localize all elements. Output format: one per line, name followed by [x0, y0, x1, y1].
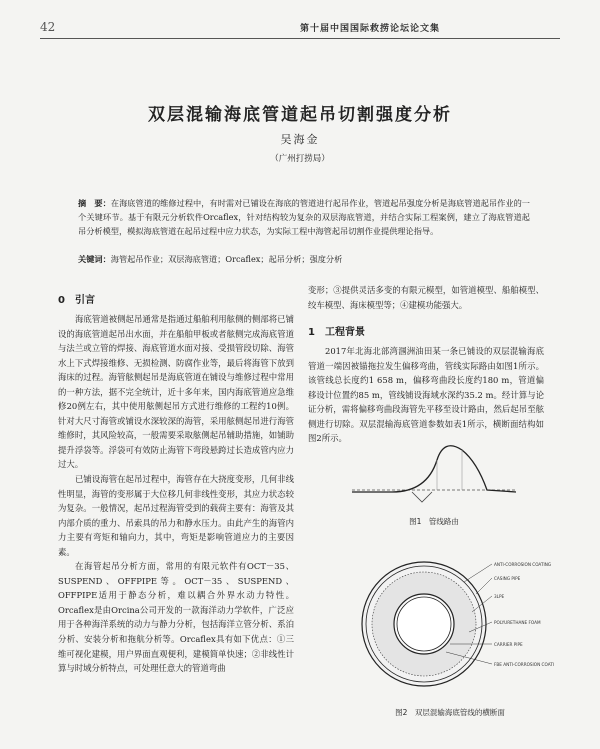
route-map-graphic — [352, 420, 516, 510]
paper-title: 双层混输海底管道起吊切割强度分析 — [148, 105, 452, 125]
figure-1-caption: 图1 管线路由 — [409, 517, 459, 526]
background-paragraph: 2017年北海北部湾涠洲油田某一条已铺设的双层混输海底管道一端因被锚拖拉发生偏移弯曲，管线实际路由如图1所示。该管线总长度约1 658 m，偏移弯曲段长度约180 m，管道偏移设计位置约85 m，管线铺设海域水深约35.2 m。经计算与论证分析，需将偏移弯曲段海管先平移至设计路由，然后起吊至舷侧进行切除。双层混输海底管道参数如表1所示，横断面结构如图2所示。 — [308, 346, 544, 444]
abstract — [78, 196, 530, 238]
section-heading-background: 1 工程背景 — [308, 327, 365, 338]
figure-1-route-map — [352, 420, 516, 510]
label-anti-corrosion: ANTI-CORROSION COATING — [494, 562, 552, 567]
label-carrier-pipe: CARRIER PIPE — [494, 642, 523, 647]
cross-section-graphic — [354, 552, 554, 702]
paragraph: 已铺设海管在起吊过程中，海管存在大挠度变形，几何非线性明显，海管的变形属于大位移几何非线性变形，其应力状态较为复杂。一般情况，起吊过程海管受到的载荷主要有：海管及其内部介质的重力、吊索具的吊力和静水压力。由此产生的海管内力主要有弯矩和轴向力，其中，弯矩是影响管道应力的主要因素。 — [58, 474, 294, 557]
abstract-text: 在海底管道的维修过程中，有时需对已铺设在海底的管道进行起吊作业，管道起吊强度分析是海底管道起吊作业的一个关键环节。基于有限元分析软件Orcaflex，针对结构较为复杂的双层海底管道，并结合实际工程案例，建立了海底管道起吊分析模型，模拟海底管道在起吊过程中应力状态，为实际工程中海管起吊切割作业提供理论指导。 — [78, 198, 530, 236]
label-pu-foam: POLYURETHANE FOAM — [494, 620, 541, 625]
intro-body — [58, 312, 294, 676]
running-header — [40, 20, 560, 39]
intro-continued: 变形；③提供灵活多变的有限元模型，如管道模型、船舶模型、绞车模型、海床模型等；④建模功能强大。 — [308, 285, 544, 310]
label-casing-pipe: CASING PIPE — [494, 576, 521, 581]
keywords-text: 海管起吊作业；双层海底管道；Orcaflex；起吊分析；强度分析 — [110, 254, 343, 264]
journal-title: 第十届中国国际救捞论坛论文集 — [299, 24, 440, 34]
label-3lpe: 3LPE — [494, 594, 505, 599]
label-fbe-coating: FBE ANTI-CORROSION COATING — [494, 662, 554, 667]
affiliation: （广州打捞局） — [270, 154, 330, 164]
paragraph: 在海管起吊分析方面，常用的有限元软件有OCT－35、SUSPEND、OFFPIPE等。OCT－35、SUSPEND、OFFPIPE适用于静态分析，难以耦合外界水动力特性。Orcaflex是由Orcina公司开发的一款海洋动力学软件，广泛应用于各种海洋系统的动力与静力分析，包括海洋立管分析、系泊分析、安装分析和拖航分析等。Orcaflex具有如下优点：①三维可视化建模，用户界面直观便利，建模简单快速；②非线性计算与时域分析特点，可处理任意大的管道弯曲 — [58, 561, 294, 674]
figure-2-cross-section — [354, 552, 554, 702]
author: 吴海金 — [280, 133, 320, 146]
keywords — [78, 253, 530, 266]
keywords-label: 关键词： — [78, 254, 111, 264]
abstract-label: 摘 要： — [78, 198, 111, 208]
section-heading-intro: 0 引言 — [58, 295, 95, 306]
paragraph: 海底管道被侧起吊通常是指通过船舶利用舷侧的侧部将已铺设的海底管道起吊出水面，并在船舶甲板或者舷侧完成海底管道与法兰或立管的焊接、海底管道水面对接、受损管段切除、海管水上下式焊接维修、无损检测、防腐作业等，最后将海管下放到海床的过程。海管舷侧起吊是海底管道在铺设与维修过程中常用的一种方法，据不完全统计，近十多年来，国内海底管道应急维修20例左右，其中使用舷侧起吊方式进行维修的工程约10例。针对大尺寸海管或铺设水深较深的海管，采用舷侧起吊进行海管维修时，其风险较高，一般需要采取舷侧起吊辅助措施，如铺助提升浮袋等。浮袋可有效防止海管下弯段悬跨过长造成管内应力过大。 — [58, 314, 294, 470]
page-number: 42 — [40, 20, 56, 34]
figure-2-caption: 图2 双层混输海底管线的横断面 — [395, 708, 505, 717]
